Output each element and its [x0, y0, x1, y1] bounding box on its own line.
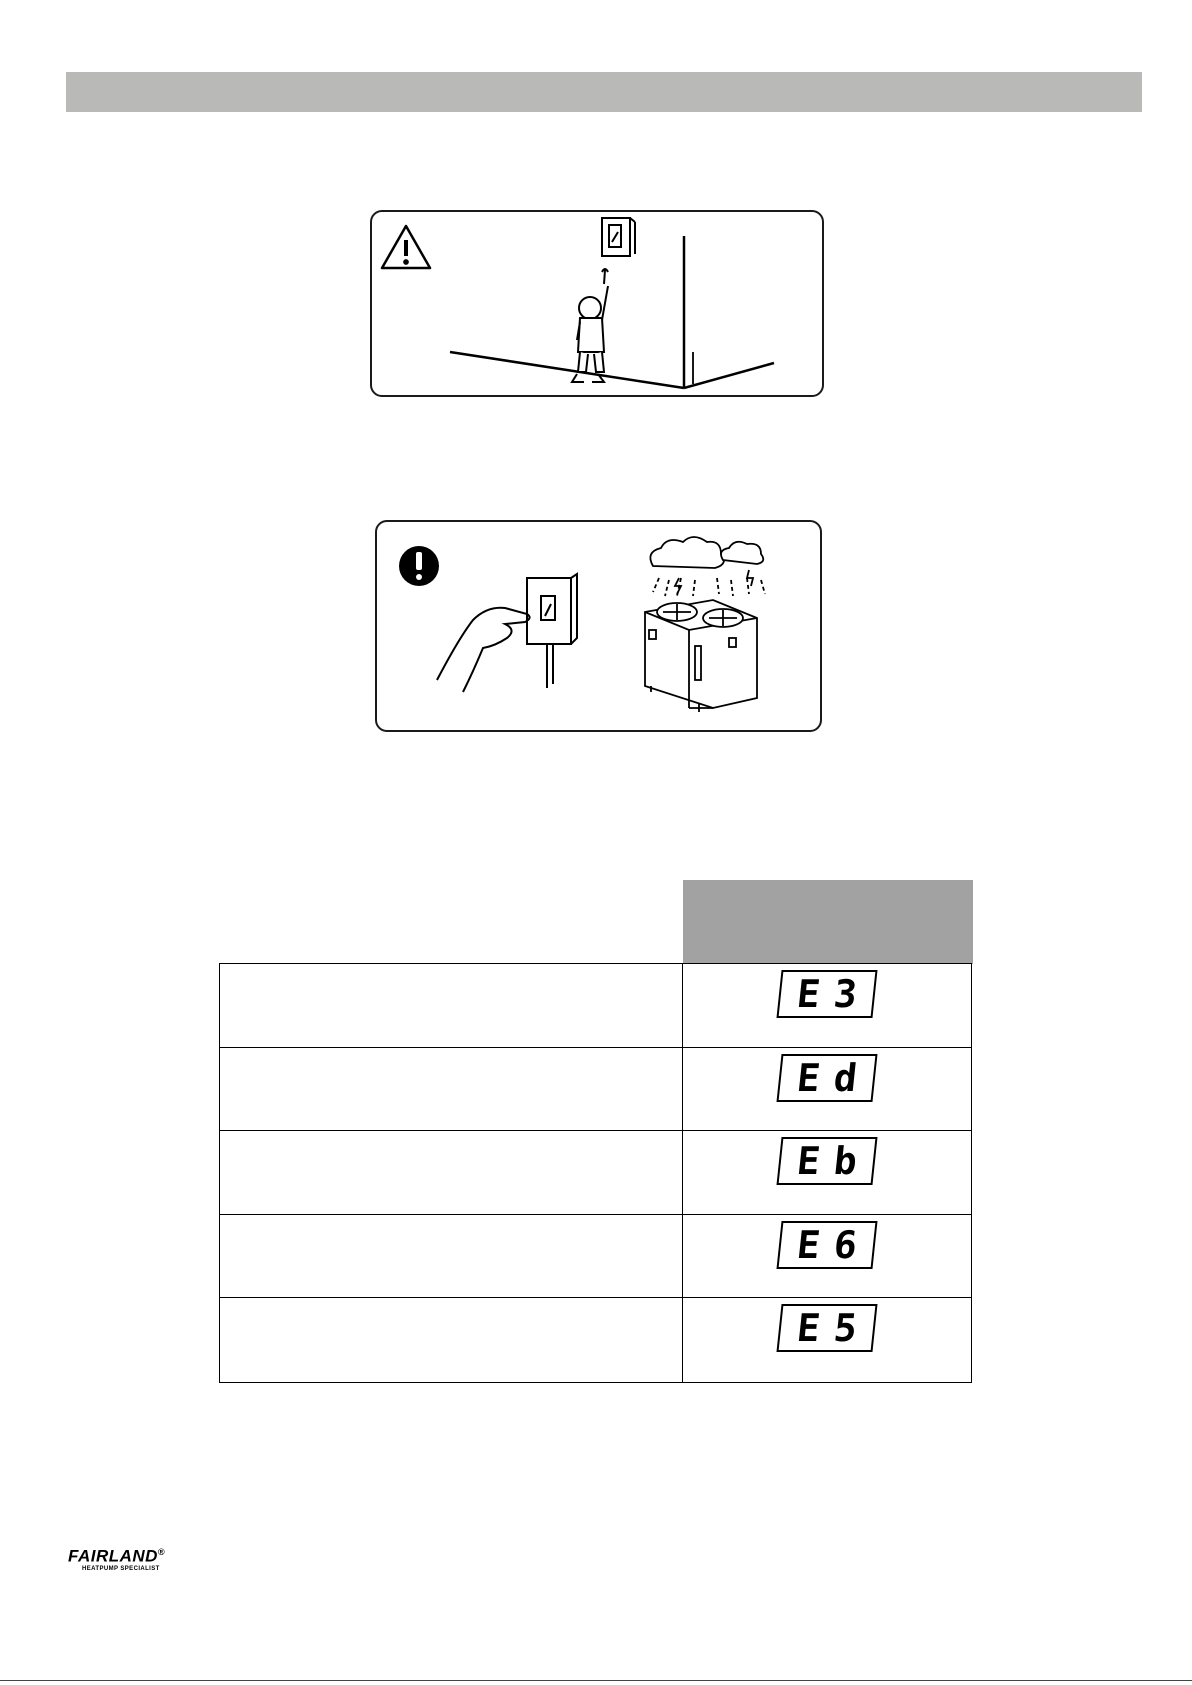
brand-logo — [68, 1543, 188, 1573]
section-header-bar — [66, 72, 1142, 112]
code-cell — [683, 1298, 971, 1382]
registered-mark: ® — [157, 1547, 166, 1557]
child-figure — [572, 269, 608, 382]
wall-switch-icon — [602, 218, 635, 256]
table-row — [220, 1215, 971, 1299]
lcd-code-display: E3 — [776, 970, 877, 1018]
table-row — [220, 1298, 971, 1382]
lcd-code-display: Eb — [776, 1137, 877, 1185]
code-cell — [683, 1048, 971, 1131]
warning-triangle-icon — [382, 226, 430, 268]
description-cell — [220, 1215, 683, 1298]
description-cell — [220, 1048, 683, 1131]
mandatory-exclamation-icon — [399, 546, 439, 586]
hand-switch-icon — [437, 574, 577, 692]
warning-illustration-child-switch — [370, 210, 824, 397]
lcd-code-display: Ed — [776, 1054, 877, 1102]
description-cell — [220, 1298, 683, 1382]
table-header-cell — [683, 880, 973, 964]
table-row — [220, 964, 971, 1048]
mandatory-illustration-storm-switch — [375, 520, 822, 732]
logo-wordmark: FAIRLAND® — [68, 1546, 166, 1566]
page-bottom-rule — [0, 1680, 1192, 1681]
table-row — [220, 1048, 971, 1132]
logo-tagline: HEATPUMP SPECIALIST — [82, 1565, 160, 1572]
heat-pump-unit-icon — [645, 600, 757, 712]
storm-cloud-icon — [650, 537, 765, 596]
table-grid — [219, 963, 972, 1383]
lcd-code-display: E5 — [776, 1304, 877, 1352]
code-cell — [683, 964, 971, 1047]
lcd-code-display: E6 — [776, 1221, 877, 1269]
table-row — [220, 1131, 971, 1215]
description-cell — [220, 964, 683, 1047]
code-cell — [683, 1131, 971, 1214]
code-cell — [683, 1215, 971, 1298]
description-cell — [220, 1131, 683, 1214]
room-corner — [450, 236, 774, 388]
